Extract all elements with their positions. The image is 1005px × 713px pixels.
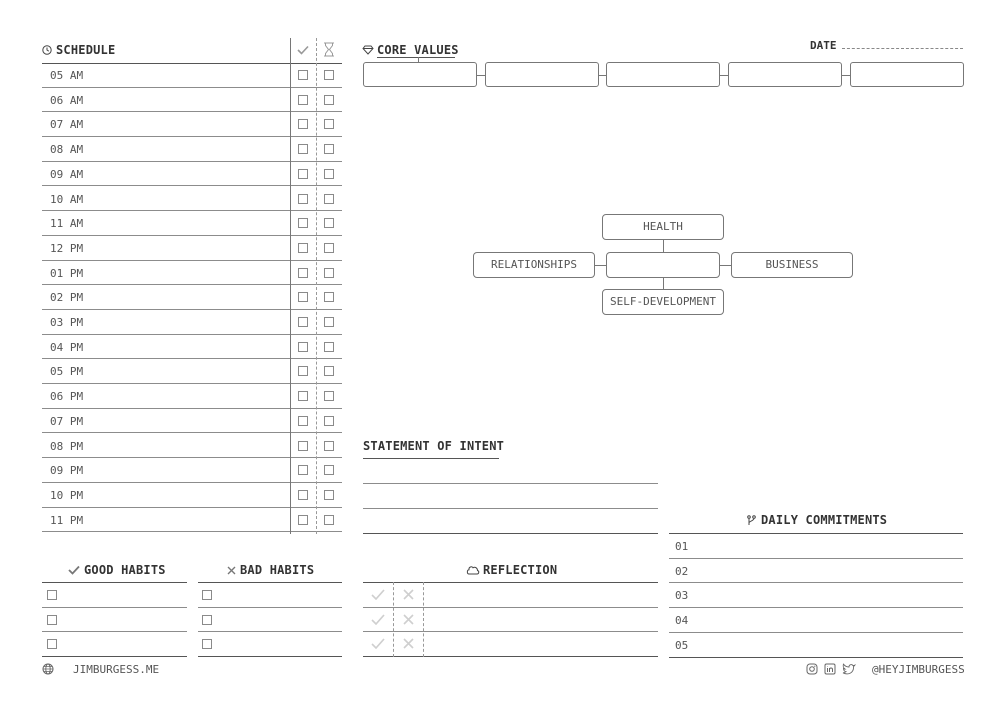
schedule-done-checkbox[interactable] <box>298 218 308 228</box>
reflection-divider-2 <box>423 582 424 657</box>
check-icon <box>68 565 80 575</box>
schedule-section <box>42 38 342 534</box>
commitment-line[interactable] <box>669 558 963 559</box>
core-value-box-2[interactable] <box>485 62 599 87</box>
schedule-row[interactable] <box>42 187 342 212</box>
branch-icon <box>746 515 757 526</box>
statement-title: STATEMENT OF INTENT <box>363 439 505 453</box>
reflection-check-icon[interactable] <box>371 614 385 625</box>
schedule-row[interactable] <box>42 458 342 483</box>
core-value-connector <box>842 75 850 76</box>
x-icon <box>227 566 236 575</box>
instagram-icon[interactable] <box>806 663 818 675</box>
commitment-line[interactable] <box>669 632 963 633</box>
schedule-done-checkbox[interactable] <box>298 515 308 525</box>
footer-website[interactable]: JIMBURGESS.ME <box>73 663 160 676</box>
core-value-connector <box>599 75 606 76</box>
globe-icon <box>42 663 54 675</box>
twitter-icon[interactable] <box>842 663 856 675</box>
good-habit-checkbox[interactable] <box>47 590 57 600</box>
cloud-icon <box>466 565 480 575</box>
schedule-row[interactable] <box>42 63 342 88</box>
schedule-pending-checkbox[interactable] <box>324 119 334 129</box>
core-values-underline <box>377 57 455 58</box>
statement-line-1[interactable] <box>363 483 658 484</box>
reflection-line[interactable] <box>363 607 658 608</box>
schedule-pending-checkbox[interactable] <box>324 490 334 500</box>
bad-habits-topline <box>198 582 342 583</box>
schedule-done-checkbox[interactable] <box>298 490 308 500</box>
good-habits-title: GOOD HABITS <box>84 563 166 577</box>
date-label: DATE <box>810 39 837 52</box>
mindmap-relationships[interactable]: RELATIONSHIPS <box>473 252 595 278</box>
schedule-pending-checkbox[interactable] <box>324 194 334 204</box>
schedule-time-label: 08 PM <box>50 439 84 453</box>
mindmap-self-development[interactable]: SELF-DEVELOPMENT <box>602 289 724 315</box>
schedule-pending-checkbox[interactable] <box>324 366 334 376</box>
schedule-pending-checkbox[interactable] <box>324 243 334 253</box>
core-values-title: CORE VALUES <box>377 43 459 57</box>
commitment-line[interactable] <box>669 657 963 658</box>
good-habit-checkbox[interactable] <box>47 615 57 625</box>
reflection-x-icon[interactable] <box>403 614 414 625</box>
schedule-row[interactable] <box>42 137 342 162</box>
bad-habit-checkbox[interactable] <box>202 615 212 625</box>
mindmap-health[interactable]: HEALTH <box>602 214 724 240</box>
statement-line-3[interactable] <box>363 533 658 534</box>
hourglass-icon <box>322 42 336 57</box>
reflection-line[interactable] <box>363 631 658 632</box>
schedule-pending-checkbox[interactable] <box>324 391 334 401</box>
schedule-title: SCHEDULE <box>56 43 116 57</box>
schedule-divider-solid <box>290 38 291 534</box>
schedule-row[interactable] <box>42 211 342 236</box>
schedule-row[interactable] <box>42 409 342 434</box>
schedule-done-checkbox[interactable] <box>298 292 308 302</box>
core-value-box-3[interactable] <box>606 62 720 87</box>
bad-habit-line[interactable] <box>198 631 342 632</box>
schedule-time-label: 11 AM <box>50 217 84 231</box>
mindmap-center[interactable] <box>606 252 720 278</box>
schedule-row[interactable] <box>42 261 342 286</box>
daily-commitments-topline <box>669 533 963 534</box>
bad-habit-line[interactable] <box>198 656 342 657</box>
schedule-time-label: 02 PM <box>50 291 84 305</box>
reflection-x-icon[interactable] <box>403 638 414 649</box>
schedule-row[interactable] <box>42 384 342 409</box>
schedule-done-checkbox[interactable] <box>298 366 308 376</box>
reflection-divider-1 <box>393 582 394 657</box>
core-value-box-1[interactable] <box>363 62 477 87</box>
schedule-done-checkbox[interactable] <box>298 391 308 401</box>
schedule-pending-checkbox[interactable] <box>324 144 334 154</box>
mindmap-connector-left <box>595 265 606 266</box>
schedule-time-label: 09 AM <box>50 167 84 181</box>
schedule-pending-checkbox[interactable] <box>324 292 334 302</box>
schedule-done-checkbox[interactable] <box>298 441 308 451</box>
good-habit-checkbox[interactable] <box>47 639 57 649</box>
schedule-pending-checkbox[interactable] <box>324 342 334 352</box>
commitment-number: 04 <box>675 614 689 628</box>
bad-habit-line[interactable] <box>198 607 342 608</box>
schedule-time-label: 06 PM <box>50 390 84 404</box>
schedule-time-label: 05 PM <box>50 365 84 379</box>
schedule-done-checkbox[interactable] <box>298 95 308 105</box>
schedule-done-checkbox[interactable] <box>298 317 308 327</box>
schedule-pending-checkbox[interactable] <box>324 218 334 228</box>
schedule-header <box>42 38 342 64</box>
commitment-number: 01 <box>675 540 689 553</box>
schedule-done-checkbox[interactable] <box>298 169 308 179</box>
daily-commitments-title: DAILY COMMITMENTS <box>761 513 888 527</box>
schedule-pending-checkbox[interactable] <box>324 268 334 278</box>
schedule-time-label: 07 PM <box>50 414 84 428</box>
schedule-pending-checkbox[interactable] <box>324 515 334 525</box>
schedule-done-checkbox[interactable] <box>298 70 308 80</box>
schedule-done-checkbox[interactable] <box>298 342 308 352</box>
schedule-done-checkbox[interactable] <box>298 194 308 204</box>
statement-line-2[interactable] <box>363 508 658 509</box>
schedule-row[interactable] <box>42 508 342 533</box>
reflection-title: REFLECTION <box>483 563 558 577</box>
commitment-number: 02 <box>675 564 689 578</box>
core-value-box-5[interactable] <box>850 62 964 87</box>
schedule-pending-checkbox[interactable] <box>324 441 334 451</box>
schedule-time-label: 03 PM <box>50 316 84 329</box>
mindmap-connector-top <box>663 240 664 252</box>
good-habit-line[interactable] <box>42 607 187 608</box>
diamond-icon <box>362 45 374 55</box>
schedule-time-label: 06 AM <box>50 93 84 107</box>
schedule-time-label: 01 PM <box>50 266 84 280</box>
schedule-time-label: 07 AM <box>50 118 84 132</box>
mindmap-business[interactable]: BUSINESS <box>731 252 853 278</box>
schedule-row[interactable] <box>42 162 342 187</box>
schedule-done-checkbox[interactable] <box>298 144 308 154</box>
schedule-done-checkbox[interactable] <box>298 416 308 426</box>
good-habit-line[interactable] <box>42 631 187 632</box>
schedule-row[interactable] <box>42 88 342 113</box>
schedule-row[interactable] <box>42 236 342 261</box>
reflection-x-icon[interactable] <box>403 589 414 600</box>
footer-handle[interactable]: @HEYJIMBURGESS <box>872 663 965 676</box>
bad-habit-checkbox[interactable] <box>202 639 212 649</box>
schedule-row[interactable] <box>42 310 342 335</box>
mindmap-connector-bottom <box>663 278 664 289</box>
schedule-pending-checkbox[interactable] <box>324 70 334 80</box>
schedule-done-checkbox[interactable] <box>298 268 308 278</box>
commitment-number: 05 <box>675 638 689 652</box>
good-habits-topline <box>42 582 187 583</box>
schedule-time-label: 08 AM <box>50 143 84 157</box>
schedule-time-label: 10 AM <box>50 192 84 206</box>
good-habit-line[interactable] <box>42 656 187 657</box>
schedule-done-checkbox[interactable] <box>298 243 308 253</box>
schedule-done-checkbox[interactable] <box>298 119 308 129</box>
core-value-connector <box>477 75 485 76</box>
schedule-time-label: 09 PM <box>50 464 84 478</box>
schedule-row[interactable] <box>42 434 342 459</box>
schedule-row[interactable] <box>42 285 342 310</box>
mindmap-connector-right <box>720 265 731 266</box>
schedule-time-label: 12 PM <box>50 241 84 255</box>
reflection-line[interactable] <box>363 656 658 657</box>
schedule-pending-checkbox[interactable] <box>324 317 334 327</box>
statement-underline <box>363 458 499 459</box>
schedule-time-label: 10 PM <box>50 488 84 502</box>
commitment-line[interactable] <box>669 582 963 583</box>
reflection-check-icon[interactable] <box>371 638 385 649</box>
schedule-done-checkbox[interactable] <box>298 465 308 475</box>
schedule-pending-checkbox[interactable] <box>324 465 334 475</box>
reflection-topline <box>363 582 658 583</box>
schedule-pending-checkbox[interactable] <box>324 169 334 179</box>
bad-habit-checkbox[interactable] <box>202 590 212 600</box>
schedule-pending-checkbox[interactable] <box>324 416 334 426</box>
schedule-time-label: 04 PM <box>50 340 84 354</box>
done-check-icon <box>297 45 309 55</box>
schedule-divider-dashed <box>316 38 317 534</box>
schedule-row[interactable] <box>42 335 342 360</box>
schedule-row[interactable] <box>42 483 342 508</box>
schedule-row[interactable] <box>42 112 342 137</box>
core-value-box-4[interactable] <box>728 62 842 87</box>
linkedin-icon[interactable] <box>824 663 836 675</box>
date-field[interactable] <box>842 48 963 49</box>
schedule-pending-checkbox[interactable] <box>324 95 334 105</box>
bad-habits-title: BAD HABITS <box>240 563 315 577</box>
commitment-line[interactable] <box>669 607 963 608</box>
schedule-time-label: 11 PM <box>50 513 84 527</box>
reflection-check-icon[interactable] <box>371 589 385 600</box>
core-value-connector <box>720 75 728 76</box>
commitment-number: 03 <box>675 589 689 603</box>
schedule-row[interactable] <box>42 359 342 384</box>
schedule-time-label: 05 AM <box>50 69 84 82</box>
clock-icon <box>42 45 52 55</box>
